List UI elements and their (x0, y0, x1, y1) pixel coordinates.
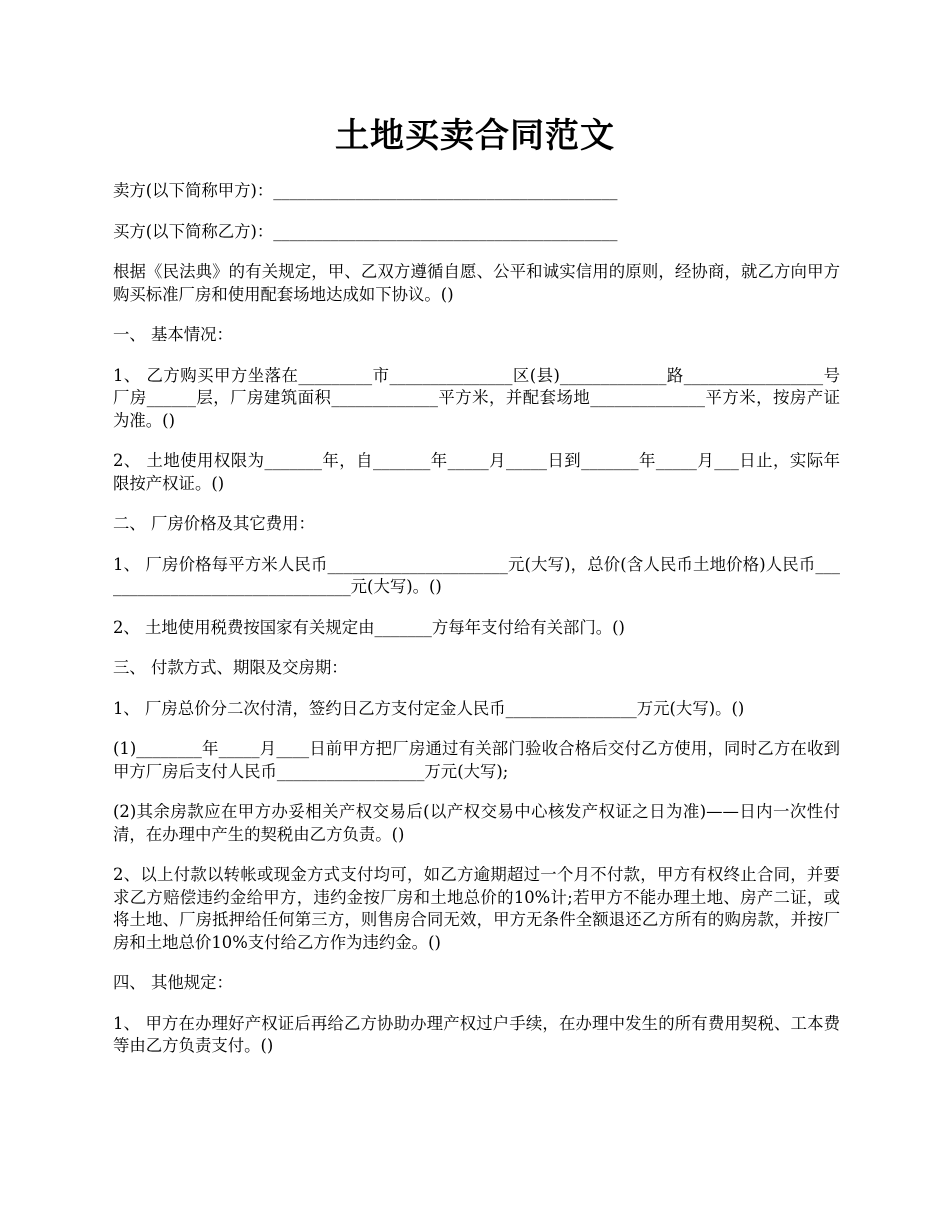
section-heading-basic-info: 一、 基本情况： (113, 325, 233, 344)
clause-4-1-transfer: 1、 甲方在办理好产权证后再给乙方协助办理产权过户手续，在办理中发生的所有费用契税、工本费等由乙方负责支付。() (113, 1013, 840, 1055)
clause-1-2-land-use-term: 2、 土地使用权限为_______年，自_______年_____月_____日到_______年_____月___日止，实际年限按产权证。() (113, 451, 840, 493)
seller-line: 卖方(以下简称甲方)：__________________________________________ (113, 181, 618, 200)
clause-3-1-sub-2: (2)其余房款应在甲方办妥相关产权交易后(以产权交易中心核发产权证之日为准)——日内一次性付清，在办理中产生的契税由乙方负责。() (113, 802, 840, 844)
preamble-paragraph: 根据《民法典》的有关规定，甲、乙双方遵循自愿、公平和诚实信用的原则，经协商，就乙方向甲方购买标准厂房和使用配套场地达成如下协议。() (113, 262, 840, 304)
section-heading-other: 四、 其他规定： (113, 973, 233, 992)
clause-3-2-payment-method: 2、以上付款以转帐或现金方式支付均可，如乙方逾期超过一个月不付款，甲方有权终止合同，并要求乙方赔偿违约金给甲方，违约金按厂房和土地总价的10%计;若甲方不能办理土地、房产二证，或将土地、厂房抵押给任何第三方，则售房合同无效，甲方无条件全额退还乙方所有的购房款，并按厂房和土地总价10%支付给乙方作为违约金。() (113, 865, 840, 952)
clause-1-1-location: 1、 乙方购买甲方坐落在_________市_______________区(县)_____________路_________________号厂房______层，厂房建筑面积_____________平方米，并配套场地______________平方米，按房产证为准。() (113, 365, 840, 430)
clause-2-1-price: 1、 厂房价格每平方米人民币______________________元(大写)，总价(含人民币土地价格)人民币________________________________元(大写)。() (113, 554, 840, 596)
section-heading-payment: 三、 付款方式、期限及交房期： (113, 658, 348, 677)
clause-3-1-installments: 1、 厂房总价分二次付清，签约日乙方支付定金人民币________________万元(大写)。() (113, 698, 745, 718)
document-body (113, 180, 840, 1076)
buyer-line: 买方(以下简称乙方)：__________________________________________ (113, 221, 618, 241)
clause-3-1-sub-1: (1)________年_____月____日前甲方把厂房通过有关部门验收合格后交付乙方使用，同时乙方在收到甲方厂房后支付人民币__________________万元(大写); (113, 739, 840, 781)
clause-2-2-land-tax: 2、 土地使用税费按国家有关规定由_______方每年支付给有关部门。() (113, 617, 625, 637)
document-title: 土地买卖合同范文 (335, 116, 615, 156)
section-heading-price: 二、 厂房价格及其它费用： (113, 514, 315, 533)
